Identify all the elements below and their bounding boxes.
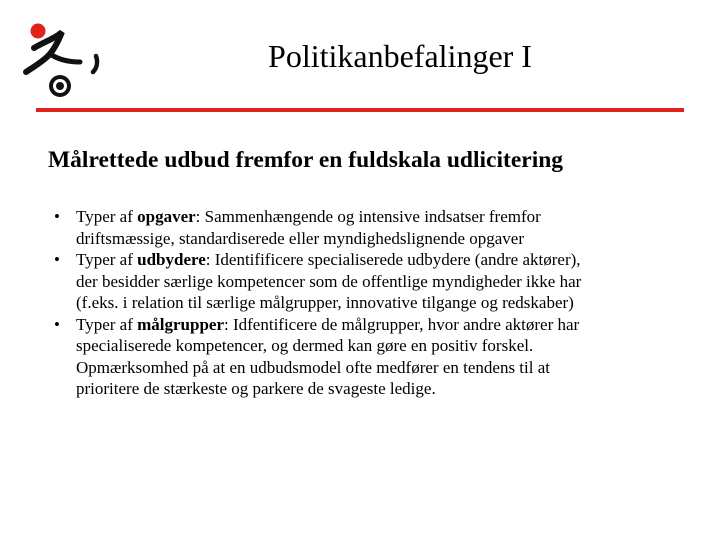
slide-title: Politikanbefalinger I — [268, 38, 532, 74]
bullet-dot: • — [54, 314, 60, 334]
bullet-continuation-line: der besidder særlige kompetencer som de offentlige myndigheder ikke har — [76, 271, 582, 291]
bullet-continuation-line: specialiserede kompetencer, og dermed kan gøre en positiv forskel. — [76, 336, 534, 355]
bullet-text: : Identifificere specialiserede udbydere (andre aktører), — [205, 250, 581, 269]
bullet-first-line — [76, 249, 692, 271]
bullet-item-opgaver — [52, 206, 692, 249]
logo-figure-stroke — [26, 32, 62, 72]
bullet-prefix: Typer af — [76, 207, 138, 226]
bullet-item-maalgrupper — [52, 314, 692, 400]
bullet-list — [52, 206, 692, 400]
bullet-continuation-line: (f.eks. i relation til særlige målgrupper, innovative tilgange og redskaber) — [76, 293, 574, 312]
bullet-continuation-line: Opmærksomhed på at en udbudsmodel ofte medfører en tendens til at — [76, 357, 550, 377]
organization-logo-icon — [22, 16, 104, 102]
title-divider — [36, 108, 684, 112]
bullet-prefix: Typer af — [76, 250, 138, 269]
bullet-text: : Sammenhængende og intensive indsatser fremfor — [195, 207, 541, 226]
logo-leg-stroke — [50, 54, 80, 62]
logo-red-dot — [31, 24, 46, 39]
bullet-first-line — [76, 206, 692, 228]
logo-target-center — [56, 82, 64, 90]
bullet-item-udbydere — [52, 249, 692, 314]
bullet-keyword: opgaver — [137, 207, 196, 226]
slide-subtitle: Målrettede udbud fremfor en fuldskala udlicitering — [48, 147, 564, 173]
bullet-first-line — [76, 314, 692, 336]
bullet-text: : Idfentificere de målgrupper, hvor andre aktører har — [224, 314, 580, 334]
bullet-continuation-line: driftsmæssige, standardiserede eller myndighedslignende opgaver — [76, 228, 525, 248]
bullet-dot: • — [54, 207, 60, 226]
bullet-prefix: Typer af — [76, 314, 138, 334]
bullet-keyword: målgrupper — [137, 314, 225, 334]
bullet-continuation-line: prioritere de stærkeste og parkere de svageste ledige. — [76, 379, 436, 398]
logo-accent-stroke — [93, 56, 97, 72]
bullet-dot: • — [54, 250, 60, 269]
bullet-keyword: udbydere — [137, 250, 206, 269]
